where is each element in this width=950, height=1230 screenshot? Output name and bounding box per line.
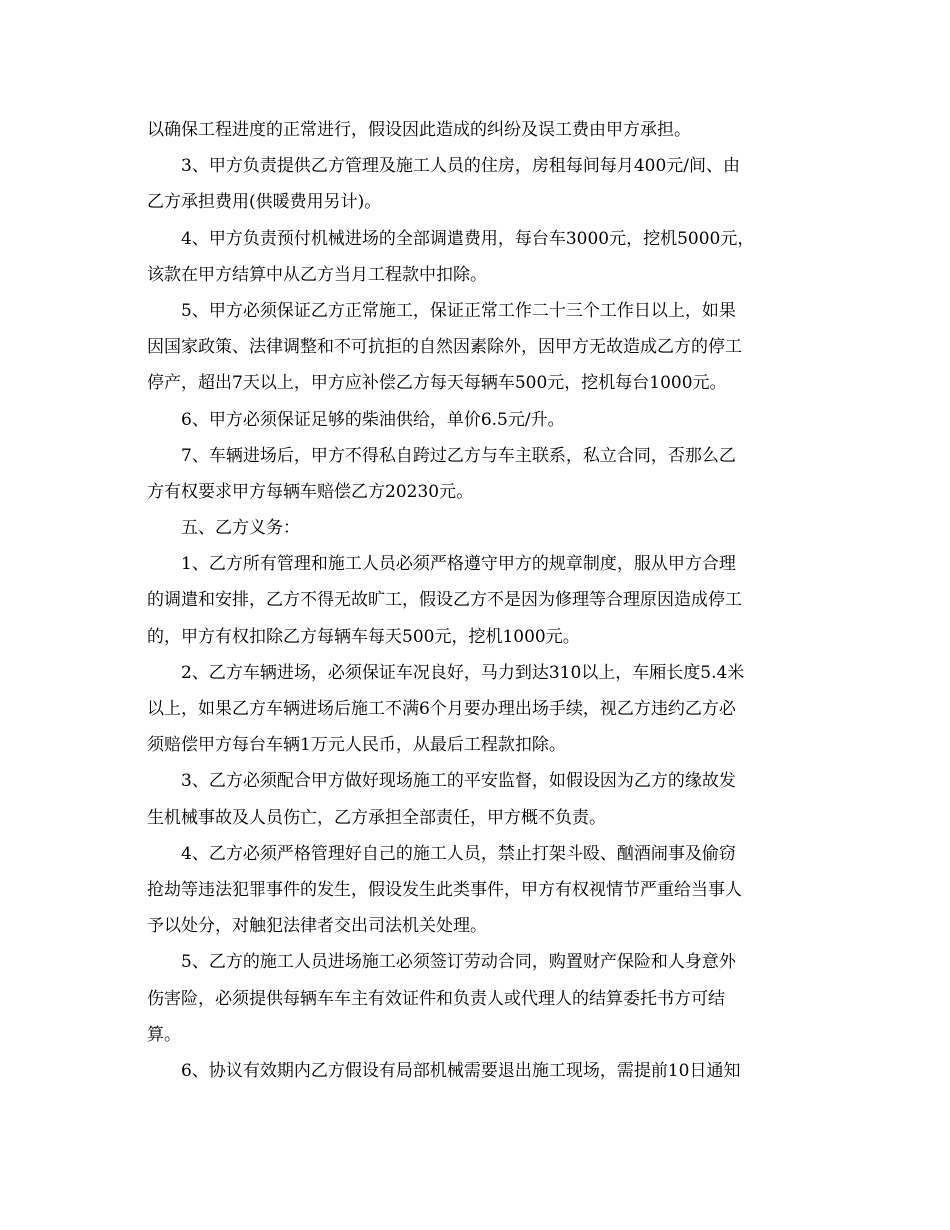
text-line: 7、车辆进场后，甲方不得私自跨过乙方与车主联系，私立合同，否那么乙 bbox=[181, 445, 736, 466]
text-line: 以上，如果乙方车辆进场后施工不满6个月要办理出场手续，视乙方违约乙方必 bbox=[147, 699, 736, 719]
text-line: 5、乙方的施工人员进场施工必须签订劳动合同，购置财产保险和人身意外 bbox=[181, 952, 736, 973]
text-line: 3、乙方必须配合甲方做好现场施工的平安监督，如假设因为乙方的缘故发 bbox=[181, 771, 736, 792]
text-line: 2、乙方车辆进场，必须保证车况良好，马力到达310以上，车厢长度5.4米 bbox=[181, 662, 745, 683]
text-line: 的，甲方有权扣除乙方每辆车每天500元，挖机1000元。 bbox=[147, 626, 580, 647]
text-line: 五、乙方义务： bbox=[181, 518, 300, 539]
text-line: 因国家政策、法律调整和不可抗拒的自然因素除外，因甲方无故造成乙方的停工 bbox=[147, 337, 742, 358]
text-line: 以确保工程进度的正常进行，假设因此造成的纠纷及误工费由甲方承担。 bbox=[147, 120, 691, 140]
text-line: 该款在甲方结算中从乙方当月工程款中扣除。 bbox=[147, 264, 487, 285]
text-line: 6、协议有效期内乙方假设有局部机械需要退出施工现场，需提前10日通知 bbox=[181, 1060, 741, 1081]
document-body bbox=[147, 112, 807, 1089]
text-line: 须赔偿甲方每台车辆1万元人民币，从最后工程款扣除。 bbox=[147, 735, 566, 756]
text-line: 抢劫等违法犯罪事件的发生，假设发生此类事件，甲方有权视情节严重给当事人 bbox=[147, 879, 742, 900]
text-line: 4、甲方负责预付机械进场的全部调遣费用，每台车3000元，挖机5000元， bbox=[181, 228, 755, 249]
text-line: 予以处分，对触犯法律者交出司法机关处理。 bbox=[147, 916, 487, 937]
text-line: 5、甲方必须保证乙方正常施工，保证正常工作二十三个工作日以上，如果 bbox=[181, 300, 736, 321]
text-line: 1、乙方所有管理和施工人员必须严格遵守甲方的规章制度，服从甲方合理 bbox=[181, 554, 736, 575]
text-line: 伤害险，必须提供每辆车车主有效证件和负责人或代理人的结算委托书方可结 bbox=[147, 988, 725, 1009]
text-line: 6、甲方必须保证足够的柴油供给，单价6.5元/升。 bbox=[181, 409, 565, 430]
text-line: 算。 bbox=[147, 1024, 181, 1045]
text-line: 4、乙方必须严格管理好自己的施工人员，禁止打架斗殴、酗酒闹事及偷窃 bbox=[181, 843, 736, 864]
text-line: 停产，超出7天以上，甲方应补偿乙方每天每辆车500元，挖机每台1000元。 bbox=[147, 373, 727, 394]
text-line: 3、甲方负责提供乙方管理及施工人员的住房，房租每间每月400元/间、由 bbox=[181, 156, 740, 177]
text-line: 乙方承担费用(供暖费用另计)。 bbox=[147, 192, 382, 213]
text-line: 的调遣和安排，乙方不得无故旷工，假设乙方不是因为修理等合理原因造成停工 bbox=[147, 590, 742, 611]
text-line: 方有权要求甲方每辆车赔偿乙方20230元。 bbox=[147, 481, 474, 502]
text-line: 生机械事故及人员伤亡，乙方承担全部责任，甲方概不负责。 bbox=[147, 807, 606, 828]
